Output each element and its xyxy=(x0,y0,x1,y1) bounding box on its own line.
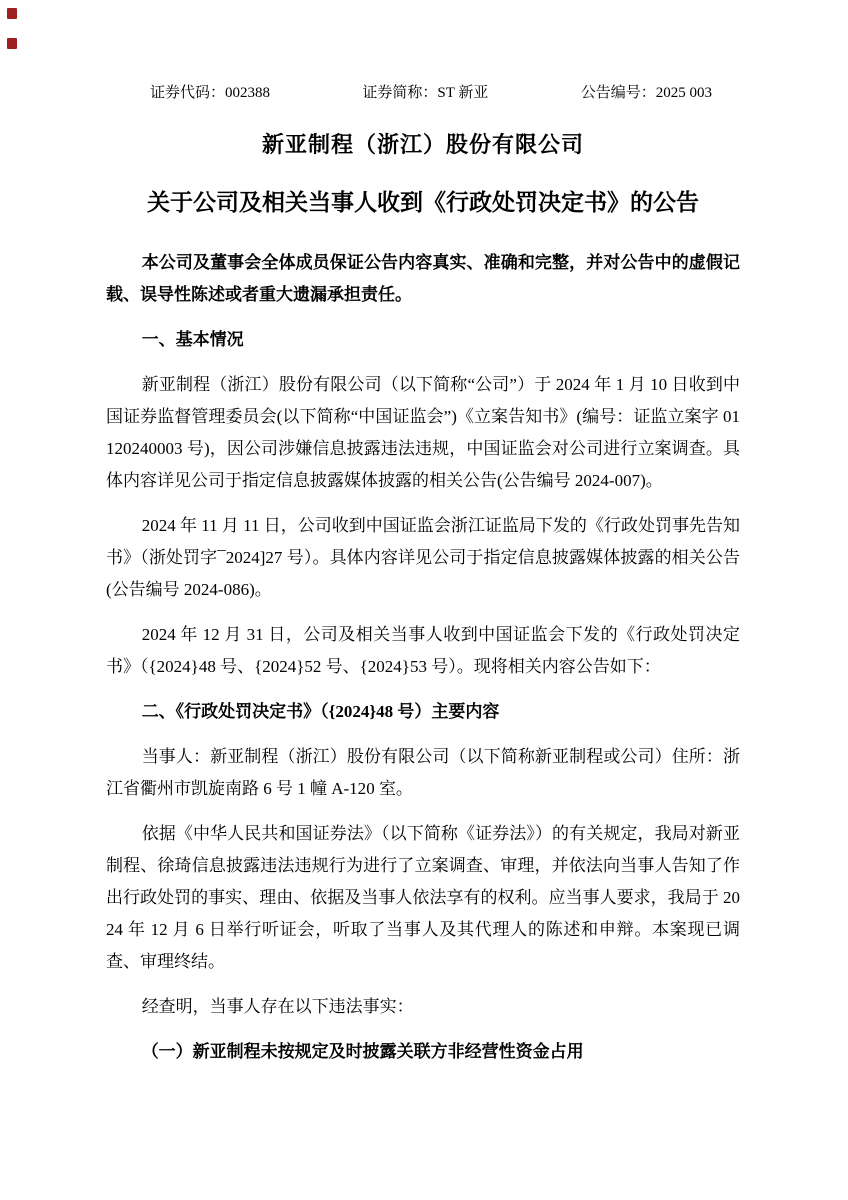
announcement-title: 关于公司及相关当事人收到《行政处罚决定书》的公告 xyxy=(147,190,699,215)
paragraph-penalty-decision-received: 2024 年 12 月 31 日，公司及相关当事人收到中国证监会下发的《行政处罚决定书》（{2024}48 号、{2024}52 号、{2024}53 号）。现将相关内容公告如下： xyxy=(106,625,740,676)
red-corner-mark-bottom xyxy=(7,38,17,49)
red-corner-mark-top xyxy=(7,8,17,19)
section-heading-decision-main-content: 二、《行政处罚决定书》（{2024}48 号）主要内容 xyxy=(141,702,500,721)
company-name-title: 新亚制程（浙江）股份有限公司 xyxy=(261,132,584,157)
paragraph-findings-intro: 经查明，当事人存在以下违法事实： xyxy=(141,997,414,1016)
paragraph-party-information: 当事人：新亚制程（浙江）股份有限公司（以下简称新亚制程或公司）住所：浙江省衢州市凯旋南路 6 号 1 幢 A-120 室。 xyxy=(106,747,740,798)
announcement-no-label: 公告编号：2025 003 xyxy=(580,85,712,101)
paragraph-prior-penalty-notice: 2024 年 11 月 11 日，公司收到中国证监会浙江证监局下发的《行政处罚事先告知书》（浙处罚字¯2024]27 号）。具体内容详见公司于指定信息披露媒体披露的相关公告(公告编号 2024-086)。 xyxy=(106,516,740,599)
paragraph-case-filing-notice: 新亚制程（浙江）股份有限公司（以下简称“公司”）于 2024 年 1 月 10 日收到中国证券监督管理委员会(以下简称“中国证监会”)《立案告知书》(编号：证监立案字 01120240003 号)，因公司涉嫌信息披露违法违规，中国证监会对公司进行立案调查。具体内容详见公司于指定信息披露媒体披露的相关公告(公告编号 2024-007)。 xyxy=(106,375,740,490)
document-header xyxy=(106,84,740,103)
subsection-heading-fund-occupation: （一）新亚制程未按规定及时披露关联方非经营性资金占用 xyxy=(141,1042,584,1061)
stock-abbr-label: 证券简称：ST 新亚 xyxy=(362,85,489,101)
paragraph-legal-basis-and-hearing: 依据《中华人民共和国证券法》（以下简称《证券法》）的有关规定，我局对新亚制程、徐琦信息披露违法违规行为进行了立案调查、审理，并依法向当事人告知了作出行政处罚的事实、理由、依据及当事人依法享有的权利。应当事人要求，我局于 2024 年 12 月 6 日举行听证会，听取了当事人及其代理人的陈述和申辩。本案现已调查、审理终结。 xyxy=(106,824,740,971)
board-disclaimer-paragraph: 本公司及董事会全体成员保证公告内容真实、准确和完整，并对公告中的虚假记载、误导性陈述或者重大遗漏承担责任。 xyxy=(106,253,740,304)
stock-code-label: 证券代码：002388 xyxy=(150,85,271,101)
section-heading-basic-situation: 一、基本情况 xyxy=(141,330,244,349)
